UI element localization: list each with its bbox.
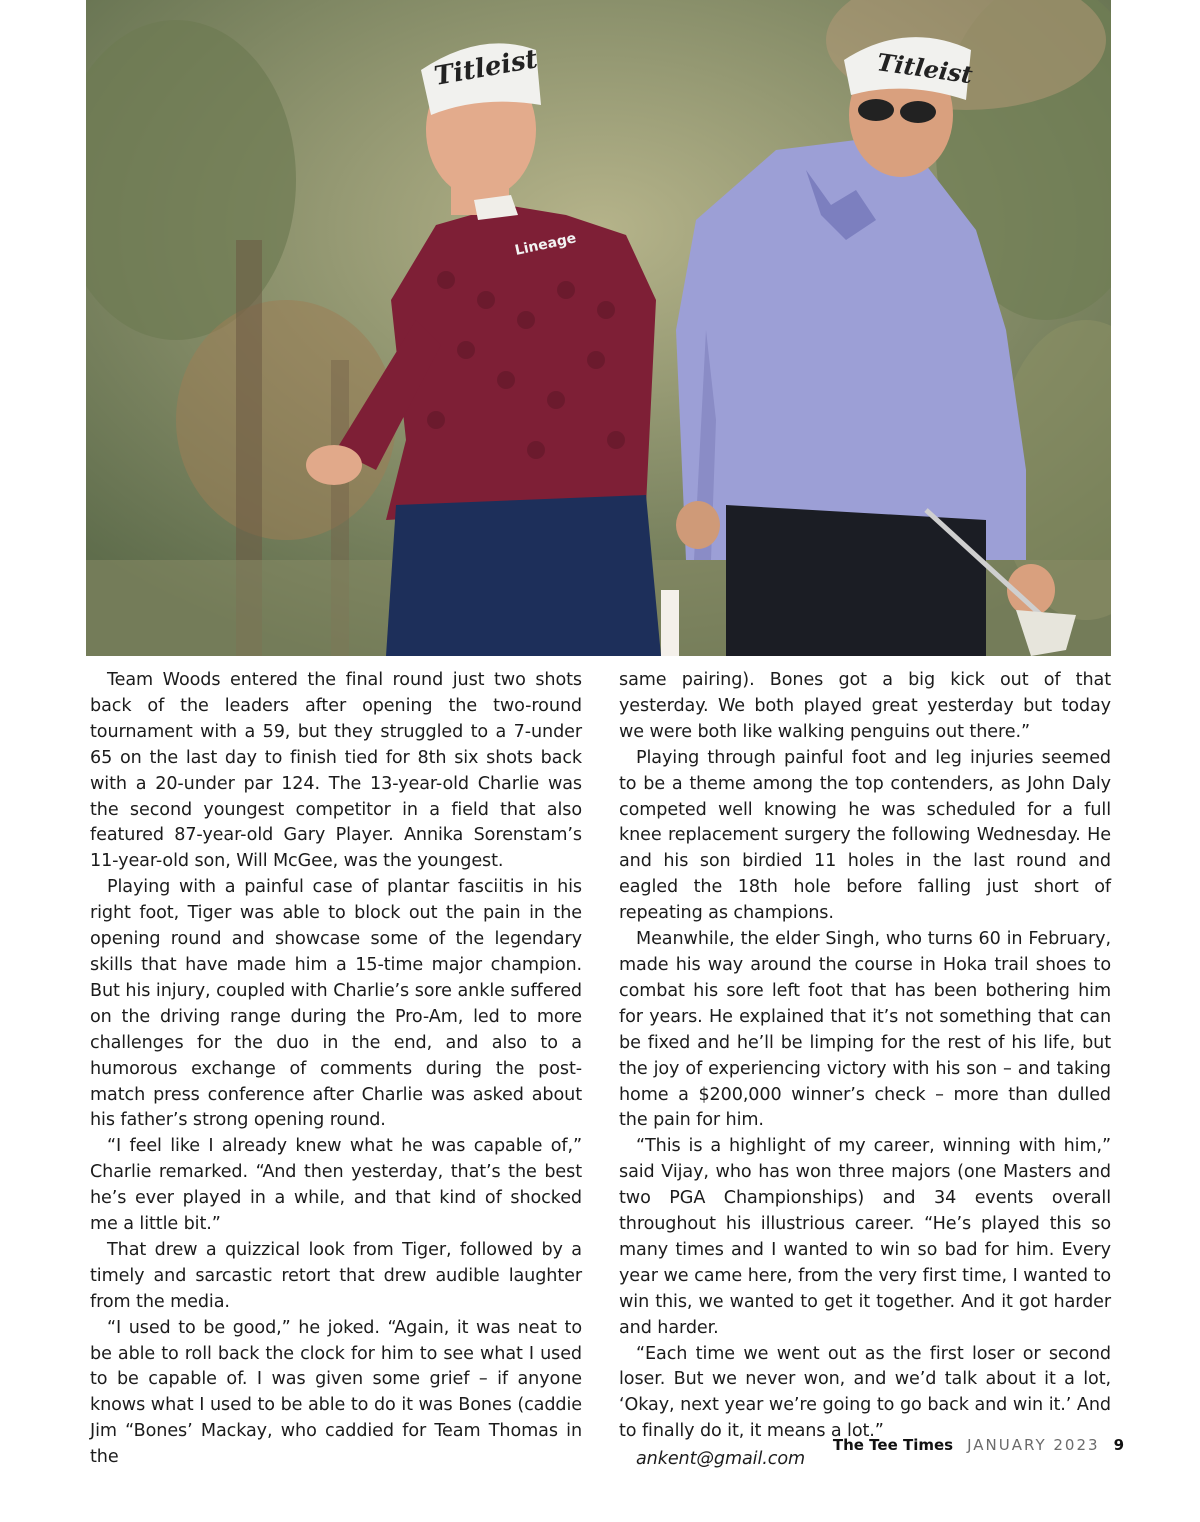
page-footer <box>833 1436 1124 1454</box>
paragraph: “I used to be good,” he joked. “Again, it was neat to be able to roll back the clock for him to see what I used to be capable of. I was given some grief – if anyone knows what I used to be able to do it was Bones (caddie Jim “Bones’ Mackay, who caddied for Team Thomas in the <box>90 1317 582 1468</box>
publication-name: The Tee Times <box>832 1436 954 1454</box>
column-right <box>619 668 1111 1473</box>
cap-logo-left: Titleist <box>432 44 540 92</box>
page-number: 9 <box>1113 1436 1124 1454</box>
article-photo <box>86 0 1111 656</box>
paragraph-continuation: same pairing). Bones got a big kick out of that yesterday. We both played great yesterday but today we were both like walking penguins out there.” <box>619 670 1111 742</box>
article-body <box>90 668 1111 1473</box>
column-left <box>90 668 582 1473</box>
author-email: ankent@gmail.com <box>636 1449 806 1470</box>
paragraph: Playing with a painful case of plantar fasciitis in his right foot, Tiger was able to block out the pain in the opening round and showcase some of the legendary skills that have made him a 15-time major champion. But his injury, coupled with Charlie’s sore ankle suffered on the driving range during the Pro-Am, led to more challenges for the duo in the end, and also to a humorous exchange of comments during the post-match press conference after Charlie was asked about his father’s strong opening round. <box>90 877 582 1131</box>
paragraph: Meanwhile, the elder Singh, who turns 60 in February, made his way around the course in Hoka trail shoes to combat his sore left foot that has been bothering him for years. He explained that it’s not something that can be fixed and he’ll be limping for the rest of his life, but the joy of experiencing victory with his son – and taking home a $200,000 winner’s check – more than dulled the pain for him. <box>619 929 1111 1131</box>
paragraph: “I feel like I already knew what he was capable of,” Charlie remarked. “And then yesterday, that’s the best he’s ever played in a while, and that kind of shocked me a little bit.” <box>90 1136 582 1235</box>
paragraph: “This is a highlight of my career, winning with him,” said Vijay, who has won three majors (one Masters and two PGA Championships) and 34 events overall throughout his illustrious career. “He’s played this so many times and I wanted to win so bad for him. Every year we came here, from the very first time, I wanted to win this, we wanted to get it together. And it got harder and harder. <box>619 1136 1111 1338</box>
cap-logo-right: Titleist <box>875 47 975 90</box>
sweater-logo: Lineage <box>513 230 578 259</box>
paragraph: That drew a quizzical look from Tiger, followed by a timely and sarcastic retort that drew audible laughter from the media. <box>90 1239 582 1312</box>
issue-date: JANUARY 2023 <box>967 1436 1100 1454</box>
paragraph: Team Woods entered the final round just two shots back of the leaders after opening the two-round tournament with a 59, but they struggled to a 7-under 65 on the last day to finish tied for 8th six shots back with a 20-under par 124. The 13-year-old Charlie was the second youngest competitor in a field that also featured 87-year-old Gary Player. Annika Sorenstam’s 11-year-old son, Will McGee, was the youngest. <box>90 670 582 872</box>
paragraph: “Each time we went out as the first loser or second loser. But we never won, and we’d talk about it a lot, ‘Okay, next year we’re going to go back and win it.’ And to finally do it, it means a lot.” <box>619 1343 1111 1442</box>
paragraph: Playing through painful foot and leg injuries seemed to be a theme among the top contenders, as John Daly competed well knowing he was scheduled for a full knee replacement surgery the following Wednesday. He and his son birdied 11 holes in the last round and eagled the 18th hole before falling just short of repeating as champions. <box>619 747 1111 924</box>
